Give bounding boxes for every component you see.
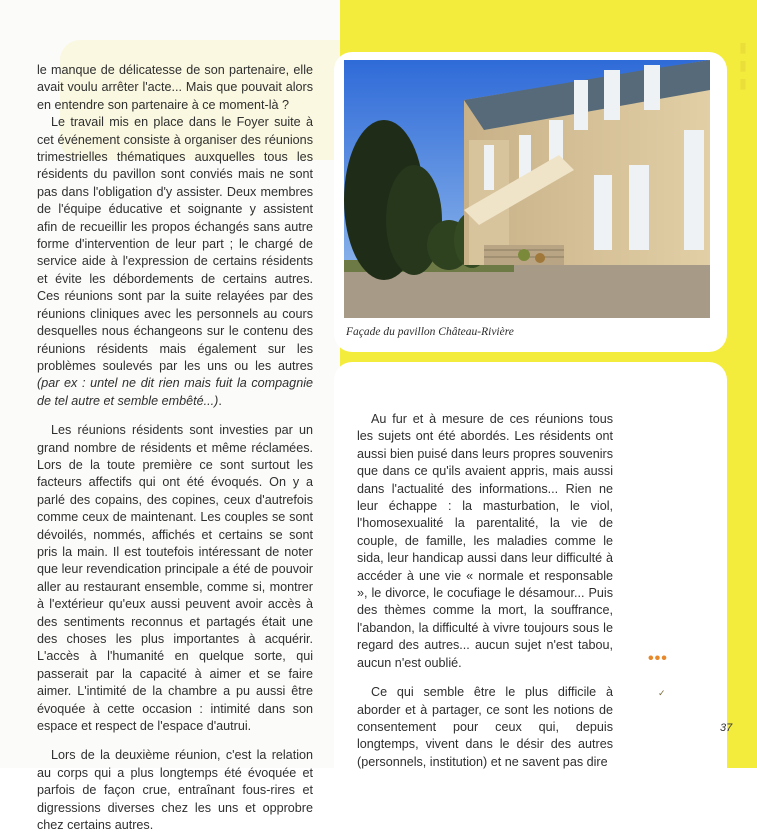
continuation-dots: ••• — [648, 650, 668, 667]
paragraph-2 — [37, 114, 313, 410]
paragraph-2-end: . — [218, 393, 222, 408]
paragraph-2-text: Le travail mis en place dans le Foyer suite à cet événement consiste à organiser des réunions trimestrielles thématiques auxquelles tous les résidents du pavillon sont conviés mais ne sont pas dans l'obligation d'y assister. Deux membres de l'équipe éducative et soignante y assistent afin de recueillir les propos échangés sans autre forme d'intervention de leur part ; le chargé de service aide à l'expression de certains résidents et évite les débordements de certains autres. Ces réunions sont par la suite relayées par des réunions cliniques avec les personnels au cours desquelles nous échangeons sur le contenu des réunions résidents mais également sur les problèmes soulevés par les uns ou les autres — [37, 115, 313, 373]
paragraph-3: Les réunions résidents sont investies par un grand nombre de résidents et même réclamées. Lors de la toute première ce sont surtout les facteurs affectifs qui ont été évoqués. On y a parlé des copains, des copines, ceux d'autrefois comme ceux de maintenant. Les couples se sont dévoilés, nommés, affichés et certains se sont pris la main. Il est toutefois intéressant de noter que leur revendication principale a été de pouvoir aller au restaurant ensemble, comme si, montrer à l'extérieur qu'eux aussi peuvent avoir accès à des sentiments reconnus et partagés était une des choses les plus importantes à acquérir. L'accès à l'humanité en quelque sorte, qui passerait par la capacité à aimer et se faire aimer. L'intimité de la chambre a pu aussi être évoquée à cette occasion : intimité dans son espace et respect de l'espace d'autrui. — [37, 423, 313, 734]
paragraph-4: Lors de la deuxième réunion, c'est la relation au corps qui a plus longtemps été évoquée et parfois de façon crue, entraînant fous-rires et digressions diverses chez les uns et opprobre chez certains autres. — [37, 748, 313, 833]
paragraph-5: Au fur et à mesure de ces réunions tous les sujets ont été abordés. Les résidents ont aussi bien puisé dans leurs propres souvenirs que dans ce qu'ils avaient appris, mais aussi dans l'actualité des informations... Rien ne leur échappe : la masturbation, le viol, l'homosexualité la parentalité, la vie de couple, de famille, les maladies comme le sida, leur handicap aussi dans leur difficulté à accéder à une vie « normale et responsable », le divorce, le cocufiage le désamour... Puis des thèmes comme la mort, la souffrance, l'abandon, la difficulté à vivre toujours sous le regard des autres... aucun sujet n'est tabou, aucun n'est oublié. — [357, 412, 613, 670]
text-column-left — [37, 62, 313, 834]
paragraph-1: le manque de délicatesse de son partenaire, elle avait voulu arrêter l'acte... Mais que pouvait alors en entendre son partenaire à ce moment-là ? — [37, 63, 313, 112]
paragraph-6: Ce qui semble être le plus difficile à aborder et à partager, ce sont les notions de consentement pour ceux qui, depuis longtemps, vivent dans le désir des autres (personnels, institution) et ne savent pas dire — [357, 685, 613, 769]
text-column-right — [357, 411, 613, 771]
chateau-facade-image — [344, 60, 710, 318]
page-number: 37 — [720, 722, 733, 734]
paragraph-2-italic: (par ex : untel ne dit rien mais fuit la compagnie de tel autre et semble embêté...) — [37, 376, 313, 408]
checkmark-icon: ✓ — [658, 688, 666, 698]
side-decoration: ▮▮▮ — [736, 40, 752, 94]
photo-caption: Façade du pavillon Château-Rivière — [346, 326, 514, 338]
chateau-photo — [344, 60, 710, 318]
